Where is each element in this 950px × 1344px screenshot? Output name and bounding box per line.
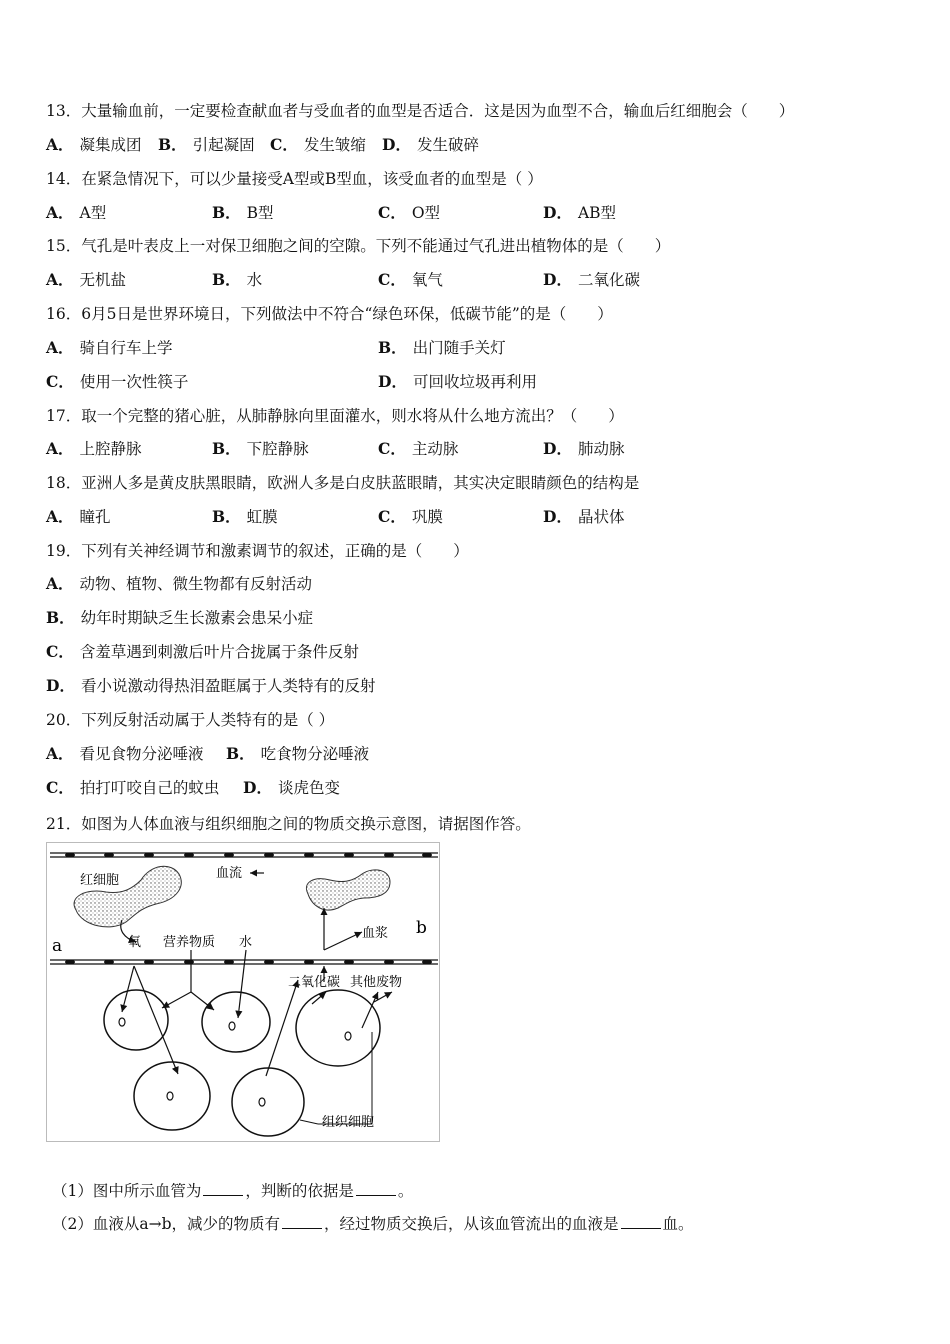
q14-option-b: B． B型 bbox=[212, 203, 274, 222]
answer-blank-2a[interactable] bbox=[282, 1214, 322, 1229]
q15-option-d: D． 二氧化碳 bbox=[543, 270, 640, 289]
q16-option-c: C． 使用一次性筷子 bbox=[46, 372, 189, 391]
q16-option-a: A． 骑自行车上学 bbox=[46, 338, 173, 357]
question-15-stem: 15．气孔是叶表皮上一对保卫细胞之间的空隙。下列不能通过气孔进出植物体的是（ ） bbox=[46, 237, 671, 255]
q17-option-c: C． 主动脉 bbox=[378, 439, 459, 458]
q15-option-b: B． 水 bbox=[212, 270, 263, 289]
q20-option-c: C． 拍打叮咬自己的蚊虫 bbox=[46, 778, 220, 797]
question-17-stem: 17．取一个完整的猪心脏，从肺静脉向里面灌水，则水将从什么地方流出？（ ） bbox=[46, 407, 624, 425]
q18-option-d: D． 晶状体 bbox=[543, 507, 625, 526]
label-nutrients: 营养物质 bbox=[163, 935, 216, 950]
label-b: b bbox=[416, 918, 427, 938]
question-20-stem: 20．下列反射活动属于人类特有的是（ ） bbox=[46, 711, 335, 729]
label-plasma: 血浆 bbox=[362, 926, 389, 941]
label-co2: 二氧化碳 bbox=[288, 975, 341, 990]
label-a: a bbox=[52, 936, 63, 956]
capillary-exchange-figure bbox=[46, 842, 440, 1142]
q20-option-a: A． 看见食物分泌唾液 bbox=[46, 744, 204, 763]
q20-option-d: D． 谈虎色变 bbox=[243, 778, 340, 797]
q18-option-b: B． 虹膜 bbox=[212, 507, 278, 526]
q13-option-c: C． 发生皱缩 bbox=[270, 135, 366, 154]
question-16-stem: 16．6月5日是世界环境日，下列做法中不符合“绿色环保，低碳节能”的是（ ） bbox=[46, 305, 613, 323]
answer-blank-1b[interactable] bbox=[356, 1181, 396, 1196]
q17-option-d: D． 肺动脉 bbox=[543, 439, 625, 458]
q17-option-b: B． 下腔静脉 bbox=[212, 439, 309, 458]
q14-option-c: C． O型 bbox=[378, 203, 441, 222]
q20-option-b: B． 吃食物分泌唾液 bbox=[226, 744, 370, 763]
question-13-stem: 13．大量输血前，一定要检查献血者与受血者的血型是否适合．这是因为血型不合，输血后红细胞会（ ） bbox=[46, 102, 795, 120]
q19-option-a: A． 动物、植物、微生物都有反射活动 bbox=[46, 574, 313, 593]
q16-option-d: D． 可回收垃圾再利用 bbox=[378, 372, 537, 391]
q15-option-c: C． 氧气 bbox=[378, 270, 443, 289]
q18-option-a: A． 瞳孔 bbox=[46, 507, 111, 526]
label-blood-flow: 血流 bbox=[216, 866, 243, 881]
q14-option-a: A． A型 bbox=[46, 203, 107, 222]
answer-blank-1a[interactable] bbox=[203, 1181, 243, 1196]
q14-option-d: D． AB型 bbox=[543, 203, 617, 222]
question-19-stem: 19．下列有关神经调节和激素调节的叙述，正确的是（ ） bbox=[46, 542, 469, 560]
q19-option-b: B． 幼年时期缺乏生长激素会患呆小症 bbox=[46, 608, 314, 627]
q15-option-a: A． 无机盐 bbox=[46, 270, 127, 289]
q19-option-c: C． 含羞草遇到刺激后叶片合拢属于条件反射 bbox=[46, 642, 359, 661]
subquestion-2: （2）血液从a→b，减少的物质有 ，经过物质交换后，从该血管流出的血液是 血。 bbox=[52, 1215, 694, 1233]
label-waste: 其他废物 bbox=[350, 975, 403, 990]
q13-option-a: A． 凝集成团 bbox=[46, 135, 142, 154]
label-water: 水 bbox=[239, 935, 253, 950]
label-red-blood-cell: 红细胞 bbox=[80, 873, 120, 888]
q17-option-a: A． 上腔静脉 bbox=[46, 439, 142, 458]
q18-option-c: C． 巩膜 bbox=[378, 507, 443, 526]
q13-option-b: B． 引起凝固 bbox=[158, 135, 255, 154]
question-21-stem: 21．如图为人体血液与组织细胞之间的物质交换示意图，请据图作答。 bbox=[46, 815, 531, 833]
q13-option-d: D． 发生破碎 bbox=[382, 135, 479, 154]
q16-option-b: B． 出门随手关灯 bbox=[378, 338, 506, 357]
label-oxygen: 氧 bbox=[128, 935, 142, 950]
question-14-stem: 14．在紧急情况下，可以少量接受A型或B型血，该受血者的血型是（ ） bbox=[46, 170, 543, 188]
subquestion-1: （1）图中所示血管为 ，判断的依据是 。 bbox=[52, 1182, 414, 1200]
question-18-stem: 18．亚洲人多是黄皮肤黑眼睛，欧洲人多是白皮肤蓝眼睛，其实决定眼睛颜色的结构是 bbox=[46, 474, 640, 492]
q19-option-d: D． 看小说激动得热泪盈眶属于人类特有的反射 bbox=[46, 676, 376, 695]
label-tissue-cell: 组织细胞 bbox=[322, 1115, 375, 1130]
answer-blank-2b[interactable] bbox=[621, 1214, 661, 1229]
